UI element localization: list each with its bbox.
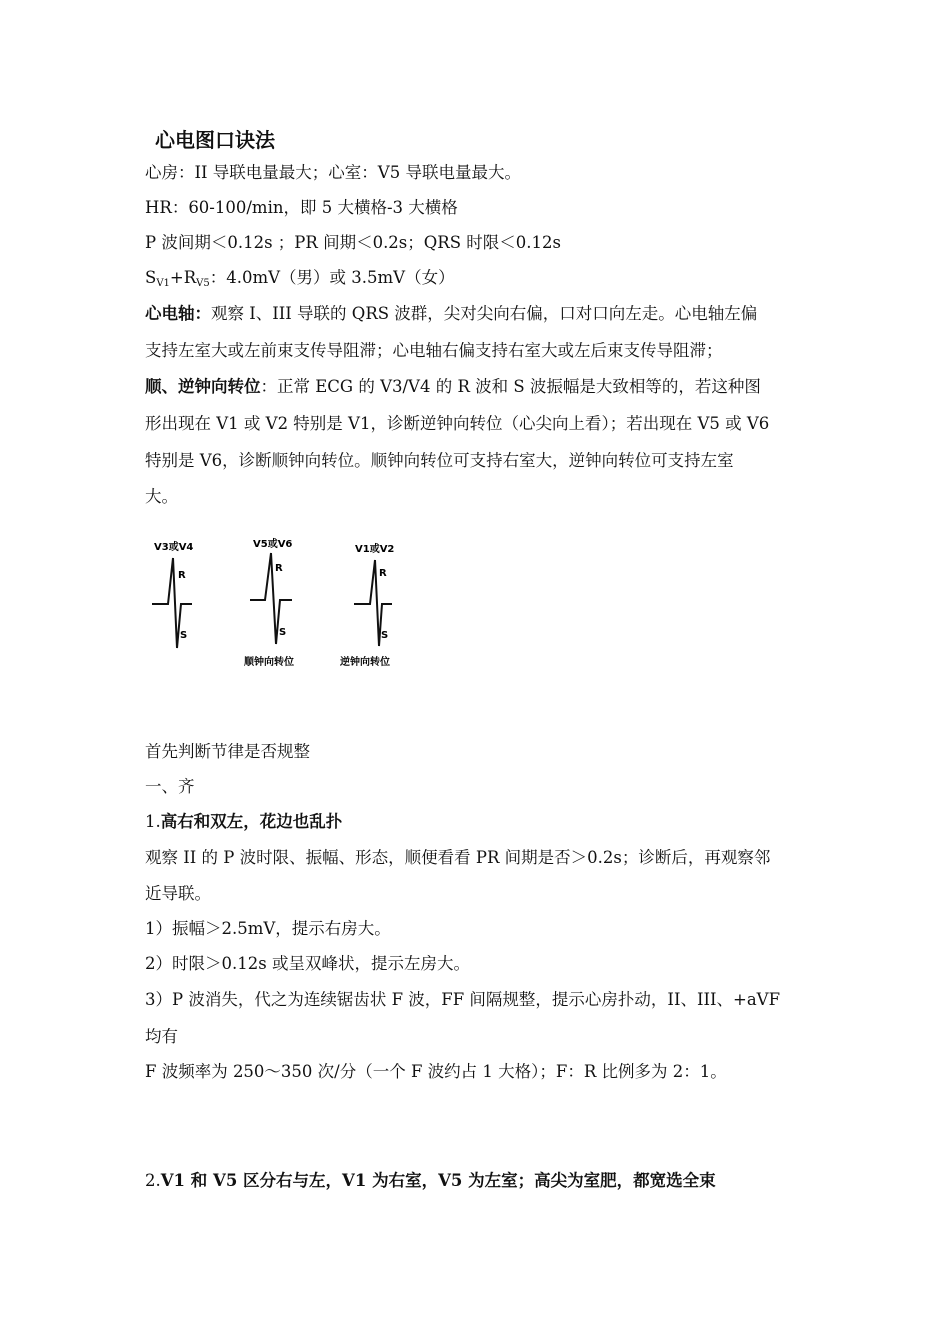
r-label: +R <box>169 268 197 287</box>
document-title: 心电图口诀法 <box>155 128 275 152</box>
s-subscript: V1 <box>156 278 170 289</box>
panel1-lead-label: V3或V4 <box>154 542 194 553</box>
item1-number: 1. <box>145 812 161 831</box>
text-line-11: 首先判断节律是否规整 <box>145 742 310 761</box>
panel1-s-label: S <box>180 630 188 641</box>
ecg-figure-svg <box>140 520 430 680</box>
text-line-6: 支持左室大或左前束支传导阻滞；心电轴右偏支持右室大或左后束支传导阻滞； <box>145 341 723 360</box>
axis-heading: 心电轴： <box>145 304 211 323</box>
text-line-3: P 波间期＜0.12s ；PR 间期＜0.2s；QRS 时限＜0.12s <box>145 233 561 252</box>
r-subscript: V5 <box>196 278 210 289</box>
text-line-9: 特别是 V6，诊断顺钟向转位。顺钟向转位可支持右室大，逆钟向转位可支持左室 <box>145 451 734 470</box>
axis-text: 观察 I、III 导联的 QRS 波群，尖对尖向右偏，口对口向左走。心电轴左偏 <box>211 304 758 323</box>
text-line-8: 形出现在 V1 或 V2 特别是 V1，诊断逆钟向转位（心尖向上看）；若出现在 V5 或 V6 <box>145 414 770 433</box>
text-line-12: 一、齐 <box>145 777 195 796</box>
text-line-2: HR：60-100/min，即 5 大横格-3 大横格 <box>145 198 458 217</box>
text-line-20: F 波频率为 250～350 次/分（一个 F 波约占 1 大格）；F：R 比例多为 2：1。 <box>145 1062 727 1081</box>
panel2-lead-label: V5或V6 <box>253 539 293 550</box>
item2-heading: V1 和 V5 区分右与左，V1 为右室，V5 为左室；高尖为室肥，都宽选全束 <box>160 1171 716 1190</box>
panel1-r-label: R <box>178 570 186 581</box>
panel2-s-label: S <box>279 627 287 638</box>
rotation-text: ：正常 ECG 的 V3/V4 的 R 波和 S 波振幅是大致相等的，若这种图 <box>260 377 761 396</box>
text-line-4 <box>145 267 455 295</box>
text-line-17: 2）时限＞0.12s 或呈双峰状，提示左房大。 <box>145 954 470 973</box>
panel2-caption: 顺钟向转位 <box>244 657 294 668</box>
text-line-7 <box>145 376 761 398</box>
ecg-rotation-figure <box>140 520 430 680</box>
text-line-13 <box>145 811 342 833</box>
voltage-text: ：4.0mV（男）或 3.5mV（女） <box>209 268 455 287</box>
item2-number: 2. <box>145 1171 161 1190</box>
panel3-lead-label: V1或V2 <box>355 544 395 555</box>
text-line-19: 均有 <box>145 1027 178 1046</box>
panel3-r-label: R <box>379 568 387 579</box>
text-line-5 <box>145 303 757 325</box>
text-line-14: 观察 II 的 P 波时限、振幅、形态，顺便看看 PR 间期是否＞0.2s；诊断后，再观察邻 <box>145 848 771 867</box>
panel2-r-label: R <box>275 563 283 574</box>
item1-heading: 高右和双左，花边也乱扑 <box>160 812 343 831</box>
text-line-1: 心房：II 导联电量最大；心室：V5 导联电量最大。 <box>145 163 521 182</box>
text-line-15: 近导联。 <box>145 884 211 903</box>
rotation-heading: 顺、逆钟向转位 <box>145 377 261 396</box>
text-line-10: 大。 <box>145 487 178 506</box>
text-line-18: 3）P 波消失，代之为连续锯齿状 F 波，FF 间隔规整，提示心房扑动，II、III、+aVF <box>145 990 781 1009</box>
panel3-s-label: S <box>381 630 389 641</box>
text-line-16: 1）振幅＞2.5mV，提示右房大。 <box>145 919 391 938</box>
text-line-21 <box>145 1170 716 1192</box>
panel3-caption: 逆钟向转位 <box>340 657 390 668</box>
s-label: S <box>145 268 157 287</box>
